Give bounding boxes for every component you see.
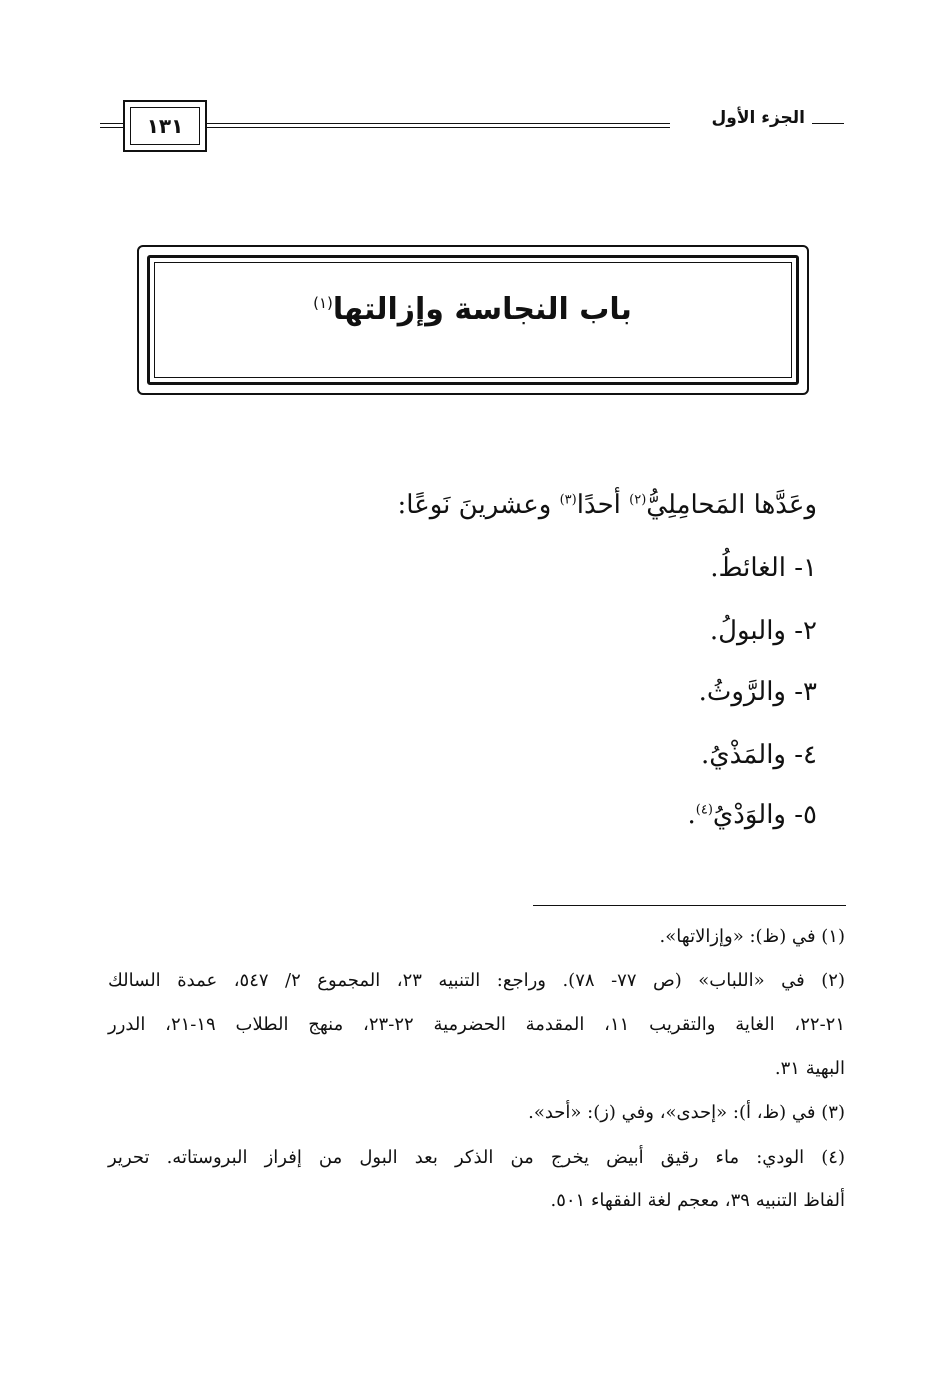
footnote-4-line-1: (٤) الودي: ماء رقيق أبيض يخرج من الذكر بعد البول من إفراز البروستاته. تحرير	[108, 1147, 845, 1168]
page-number: ١٣١	[130, 107, 200, 145]
intro-part-3: وعشرينَ نَوعًا:	[397, 490, 560, 520]
list-item: ٢- والبولُ.	[709, 616, 817, 646]
header-rule-left	[100, 123, 123, 128]
chapter-title	[0, 292, 945, 327]
list-item-text: ٥- والوَدْيُ	[712, 800, 817, 830]
intro-footnote-ref-2: (٢)	[629, 492, 647, 508]
footnote-3: (٣) في (ظ، أ): «إحدى»، وفي (ز): «أحد».	[528, 1102, 845, 1123]
footnote-2-line-3: البهية ٣١.	[774, 1058, 845, 1079]
intro-part-2: أحدًا	[576, 490, 630, 520]
footnote-2-line-2: ٢١-٢٢، الغاية والتقريب ١١، المقدمة الحضرمية ٢٢-٢٣، منهج الطلاب ١٩-٢١، الدرر	[108, 1014, 845, 1035]
list-item: ٣- والرَّوثُ.	[698, 677, 817, 707]
page-number-box	[123, 100, 207, 152]
list-item: ٤- والمَذْيُ.	[700, 740, 817, 770]
running-title: الجزء الأول	[711, 108, 805, 128]
intro-sentence	[398, 490, 817, 520]
chapter-title-footnote-ref: (١)	[313, 294, 333, 312]
footnote-4-line-2: ألفاظ التنبيه ٣٩، معجم لغة الفقهاء ٥٠١.	[550, 1190, 845, 1211]
list-item: ١- الغائطُ.	[710, 553, 817, 583]
footnote-separator	[533, 905, 846, 906]
list-item-footnote-ref: (٤)	[695, 802, 713, 818]
intro-footnote-ref-3: (٣)	[559, 492, 577, 508]
footnote-2-line-1: (٢) في «اللباب» (ص ٧٧- ٧٨). وراجع: التنبيه ٢٣، المجموع ٢/ ٥٤٧، عمدة السالك	[108, 970, 845, 991]
header-rule-right	[812, 123, 844, 125]
header-rule-middle	[207, 123, 670, 128]
chapter-title-text: باب النجاسة وإزالتها	[332, 292, 632, 327]
footnote-1: (١) في (ظ): «وإزالاتها».	[659, 926, 845, 947]
list-item	[688, 800, 818, 830]
intro-part-1: وعَدَّها المَحامِلِيُّ	[646, 490, 817, 520]
list-item-tail: .	[687, 800, 696, 830]
